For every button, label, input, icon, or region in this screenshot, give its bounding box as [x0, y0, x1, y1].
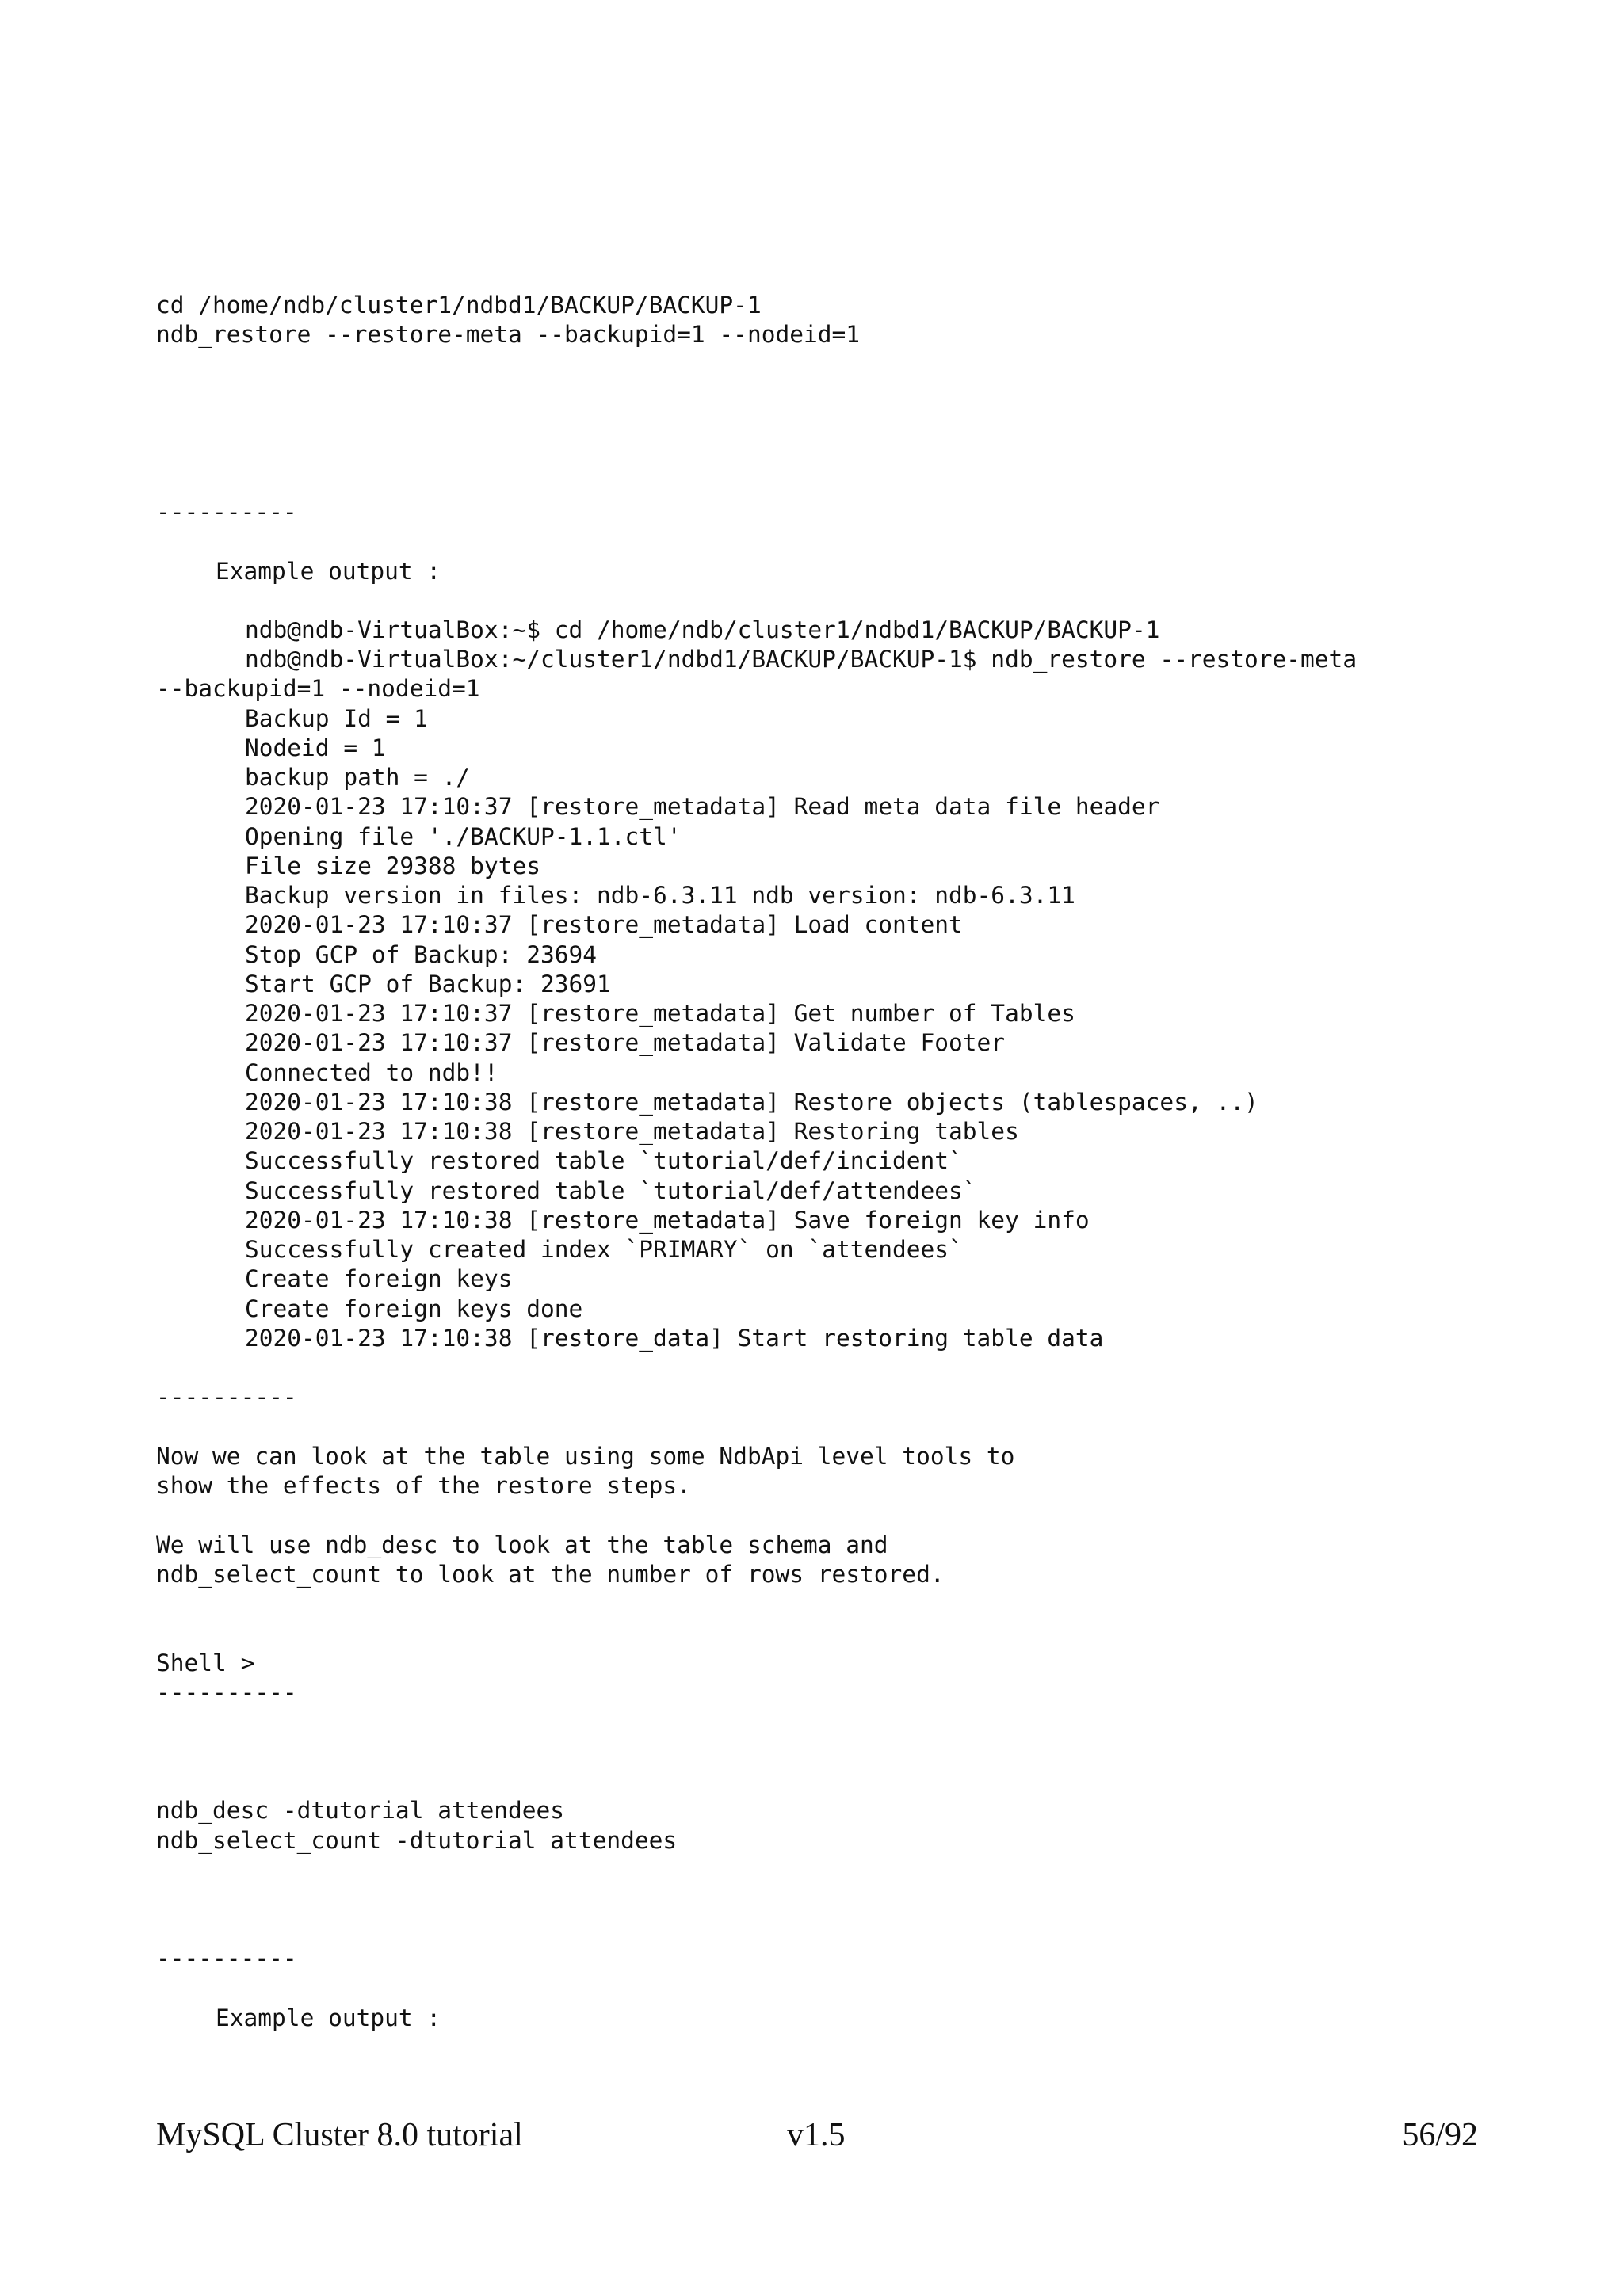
output-line: 2020-01-23 17:10:38 [restore_metadata] Save foreign key info: [245, 1207, 1090, 1234]
paragraph-line: We will use ndb_desc to look at the table schema and: [156, 1531, 888, 1558]
output-line: Successfully restored table `tutorial/def/attendees`: [245, 1177, 977, 1204]
output-line: Nodeid = 1: [245, 734, 386, 761]
paragraph-line: Now we can look at the table using some NdbApi level tools to: [156, 1443, 1015, 1470]
output-line: Stop GCP of Backup: 23694: [245, 941, 598, 968]
separator: ----------: [156, 1679, 297, 1706]
output-line: Backup version in files: ndb-6.3.11 ndb version: ndb-6.3.11: [245, 882, 1075, 909]
output-line: Start GCP of Backup: 23691: [245, 971, 611, 997]
separator: ----------: [156, 498, 297, 525]
command-ndb-select-count: ndb_select_count -dtutorial attendees: [156, 1827, 678, 1854]
paragraph-line: ndb_select_count to look at the number of rows restored.: [156, 1561, 945, 1588]
output-line: ndb@ndb-VirtualBox:~/cluster1/ndbd1/BACKUP/BACKUP-1$ ndb_restore --restore-meta: [245, 646, 1358, 673]
output-line: 2020-01-23 17:10:37 [restore_metadata] Validate Footer: [245, 1029, 1006, 1056]
output-line: Successfully restored table `tutorial/def/incident`: [245, 1147, 963, 1174]
command-ndb-desc: ndb_desc -dtutorial attendees: [156, 1797, 565, 1824]
separator: ----------: [156, 1945, 297, 1972]
output-line: File size 29388 bytes: [245, 852, 540, 879]
footer-version: v1.5: [787, 2117, 846, 2153]
output-line: Opening file './BACKUP-1.1.ctl': [245, 823, 682, 850]
output-line: 2020-01-23 17:10:37 [restore_metadata] Get number of Tables: [245, 1000, 1075, 1027]
output-line: 2020-01-23 17:10:38 [restore_metadata] Restoring tables: [245, 1118, 1019, 1145]
command-ndb-restore: ndb_restore --restore-meta --backupid=1 --nodeid=1: [156, 321, 861, 348]
output-line: 2020-01-23 17:10:37 [restore_metadata] Load content: [245, 911, 963, 938]
output-line: Create foreign keys: [245, 1265, 513, 1292]
command-cd: cd /home/ndb/cluster1/ndbd1/BACKUP/BACKUP-1: [156, 292, 762, 318]
example-output-label: Example output :: [216, 558, 441, 585]
output-line: Successfully created index `PRIMARY` on `attendees`: [245, 1236, 963, 1263]
output-line: 2020-01-23 17:10:38 [restore_data] Start restoring table data: [245, 1325, 1104, 1352]
output-line: backup path = ./: [245, 764, 471, 791]
footer-title: MySQL Cluster 8.0 tutorial: [156, 2117, 523, 2153]
paragraph-line: show the effects of the restore steps.: [156, 1472, 691, 1499]
output-line: Connected to ndb!!: [245, 1059, 498, 1086]
output-line: Backup Id = 1: [245, 705, 428, 732]
output-line: 2020-01-23 17:10:37 [restore_metadata] Read meta data file header: [245, 793, 1160, 820]
output-line: Create foreign keys done: [245, 1295, 583, 1322]
output-line: --backupid=1 --nodeid=1: [156, 675, 480, 702]
output-line: 2020-01-23 17:10:38 [restore_metadata] Restore objects (tablespaces, ..): [245, 1089, 1258, 1116]
separator: ----------: [156, 1383, 297, 1410]
example-output-label: Example output :: [216, 2004, 441, 2031]
output-line: ndb@ndb-VirtualBox:~$ cd /home/ndb/cluster1/ndbd1/BACKUP/BACKUP-1: [245, 616, 1160, 643]
shell-label: Shell >: [156, 1650, 255, 1676]
footer-page-number: 56/92: [1402, 2117, 1478, 2153]
